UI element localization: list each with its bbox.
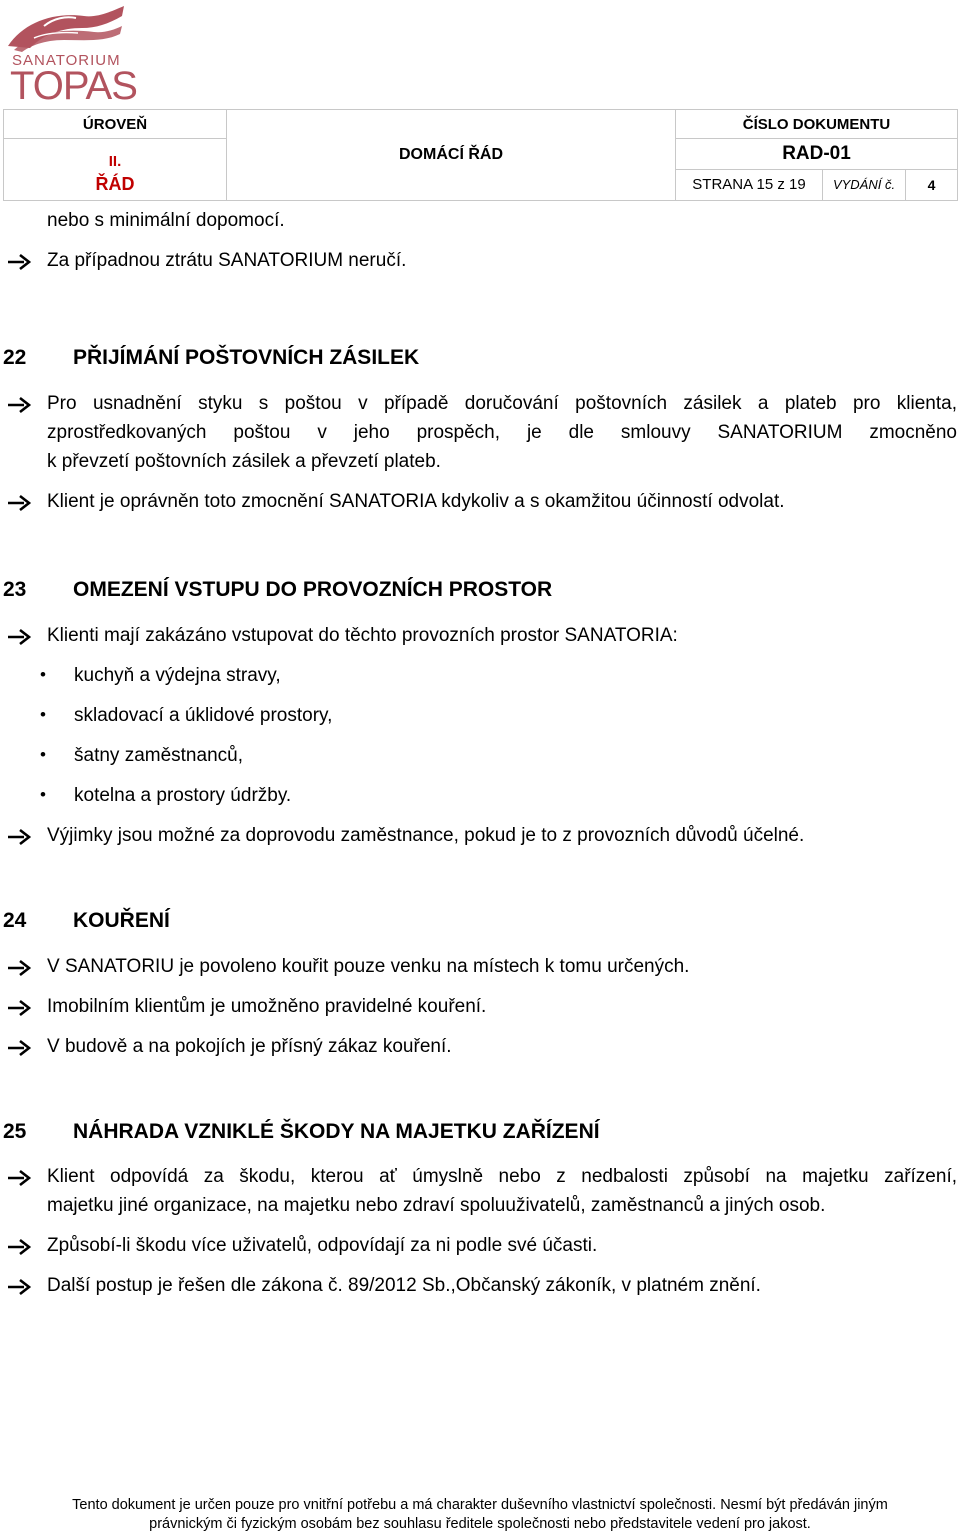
arrow-right-icon bbox=[7, 627, 33, 647]
company-logo bbox=[4, 2, 137, 108]
section-23-title: OMEZENÍ VSTUPU DO PROVOZNÍCH PROSTOR bbox=[73, 578, 553, 601]
section-24-paragraph-1: V SANATORIU je povoleno kouřit pouze venku na místech k tomu určených. bbox=[47, 956, 690, 977]
section-25-title: NÁHRADA VZNIKLÉ ŠKODY NA MAJETKU ZAŘÍZENÍ bbox=[73, 1120, 600, 1143]
footer-line-1: Tento dokument je určen pouze pro vnitřní potřebu a má charakter duševního vlastnictví společnosti. Nesmí být předáván jiným bbox=[72, 1497, 888, 1513]
arrow-right-icon bbox=[7, 395, 33, 415]
arrow-right-icon bbox=[7, 1038, 33, 1058]
section-24-title: KOUŘENÍ bbox=[73, 909, 170, 932]
level-value: II. bbox=[4, 139, 227, 170]
intro-line-1: nebo s minimální dopomocí. bbox=[47, 210, 285, 231]
footer-line-2: právnickým či fyzickým osobám bez souhlasu ředitele společnosti nebo představitele vedení pro jakost. bbox=[149, 1516, 811, 1532]
section-24-paragraph-3: V budově a na pokojích je přísný zákaz kouření. bbox=[47, 1036, 452, 1057]
section-22-paragraph-1-line-2: zprostředkovaných poštou v jeho prospěch, je dle smlouvy SANATORIUM zmocněno bbox=[47, 422, 957, 443]
section-22-number: 22 bbox=[3, 346, 27, 369]
level-type: ŘÁD bbox=[4, 170, 227, 201]
bullet-icon: • bbox=[40, 785, 46, 804]
arrow-right-icon bbox=[7, 1168, 33, 1188]
bullet-icon: • bbox=[40, 665, 46, 684]
list-item: kuchyň a výdejna stravy, bbox=[74, 665, 281, 686]
section-23-paragraph-1: Klienti mají zakázáno vstupovat do těchto provozních prostor SANATORIA: bbox=[47, 625, 678, 646]
edition-label: VYDÁNÍ č. bbox=[823, 170, 906, 201]
section-24-paragraph-2: Imobilním klientům je umožněno pravidelné kouření. bbox=[47, 996, 487, 1017]
doc-number: RAD-01 bbox=[676, 139, 958, 170]
section-25-paragraph-3: Další postup je řešen dle zákona č. 89/2012 Sb.,Občanský zákoník, v platném znění. bbox=[47, 1275, 761, 1296]
arrow-right-icon bbox=[7, 827, 33, 847]
logo-text-small: SANATORIUM bbox=[12, 52, 121, 69]
section-25-paragraph-1-line-1: Klient odpovídá za škodu, kterou ať úmyslně nebo z nedbalosti způsobí na majetku zařízení, bbox=[47, 1166, 957, 1187]
intro-line-2: Za případnou ztrátu SANATORIUM neručí. bbox=[47, 250, 407, 271]
section-23-number: 23 bbox=[3, 578, 27, 601]
section-22-paragraph-1-line-1: Pro usnadnění styku s poštou v případě doručování poštovních zásilek a plateb pro klienta, bbox=[47, 393, 957, 414]
arrow-right-icon bbox=[7, 1237, 33, 1257]
edition-number: 4 bbox=[906, 170, 958, 201]
arrow-right-icon bbox=[7, 998, 33, 1018]
document-header-table bbox=[3, 109, 958, 201]
section-22-title: PŘIJÍMÁNÍ POŠTOVNÍCH ZÁSILEK bbox=[73, 346, 420, 369]
section-24-number: 24 bbox=[3, 909, 27, 932]
hands-logo-icon bbox=[4, 2, 128, 54]
section-25-paragraph-1-line-2: majetku jiné organizace, na majetku nebo zdraví spoluuživatelů, zaměstnanců a jiných osob. bbox=[47, 1195, 826, 1216]
level-label: ÚROVEŇ bbox=[4, 110, 227, 139]
document-title: DOMÁCÍ ŘÁD bbox=[227, 110, 676, 201]
arrow-right-icon bbox=[7, 1277, 33, 1297]
arrow-right-icon bbox=[7, 958, 33, 978]
section-23-paragraph-2: Výjimky jsou možné za doprovodu zaměstnance, pokud je to z provozních důvodů účelné. bbox=[47, 825, 805, 846]
page-info: STRANA 15 z 19 bbox=[676, 170, 823, 201]
arrow-right-icon bbox=[7, 252, 33, 272]
list-item: kotelna a prostory údržby. bbox=[74, 785, 292, 806]
bullet-icon: • bbox=[40, 745, 46, 764]
arrow-right-icon bbox=[7, 493, 33, 513]
section-22-paragraph-2: Klient je oprávněn toto zmocnění SANATORIA kdykoliv a s okamžitou účinností odvolat. bbox=[47, 491, 785, 512]
list-item: skladovací a úklidové prostory, bbox=[74, 705, 333, 726]
section-25-paragraph-2: Způsobí-li škodu více uživatelů, odpovídají za ni podle své účasti. bbox=[47, 1235, 598, 1256]
section-22-paragraph-1-line-3: k převzetí poštovních zásilek a převzetí plateb. bbox=[47, 451, 441, 472]
logo-text-large: TOPAS bbox=[10, 64, 137, 108]
section-25-number: 25 bbox=[3, 1120, 27, 1143]
doc-number-label: ČÍSLO DOKUMENTU bbox=[676, 110, 958, 139]
list-item: šatny zaměstnanců, bbox=[74, 745, 243, 766]
bullet-icon: • bbox=[40, 705, 46, 724]
